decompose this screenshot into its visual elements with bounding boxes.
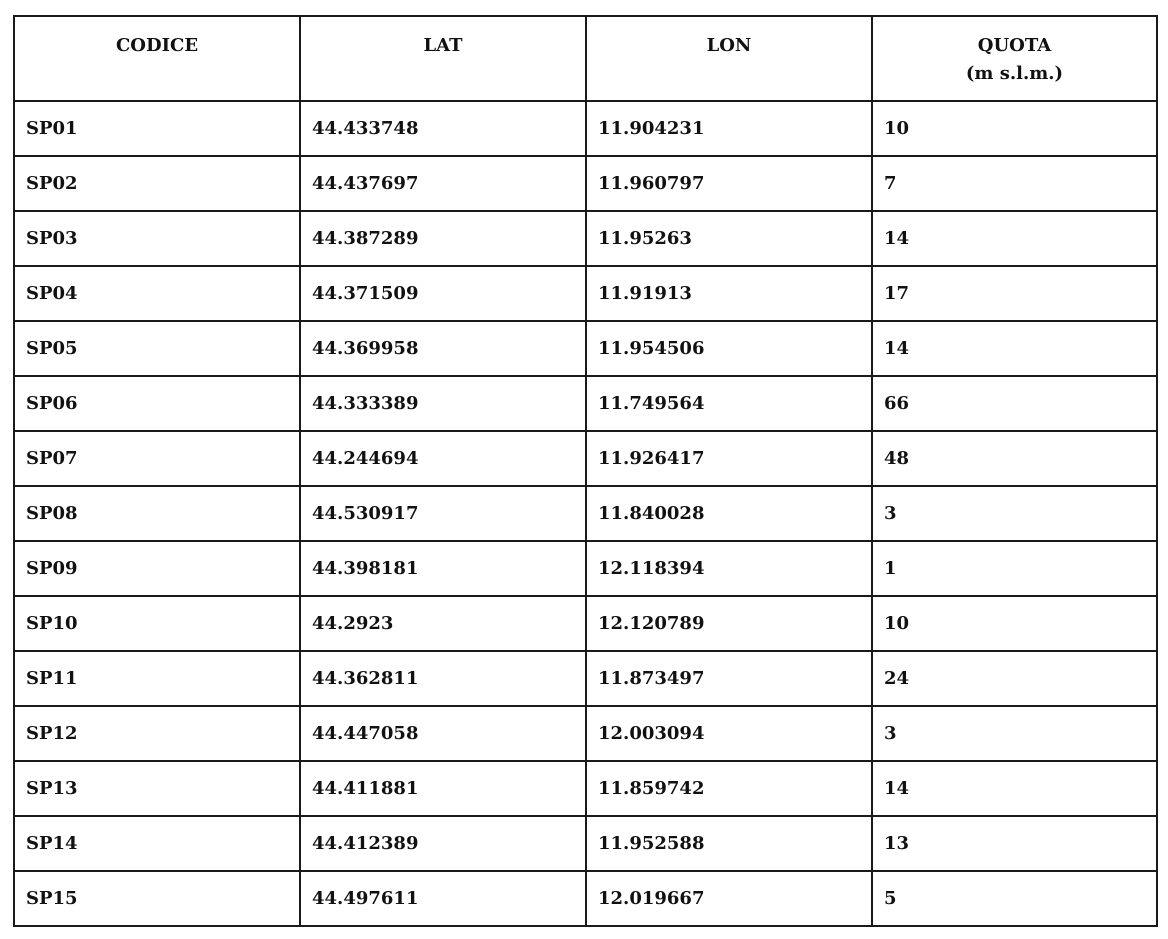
table-row: [14, 761, 1157, 816]
cell-quota: 14: [872, 321, 1157, 376]
cell-lat: 44.437697: [300, 156, 586, 211]
cell-codice: SP10: [14, 596, 300, 651]
cell-lat: 44.411881: [300, 761, 586, 816]
table-row: [14, 156, 1157, 211]
cell-quota: 10: [872, 101, 1157, 156]
cell-lon: 11.954506: [586, 321, 872, 376]
table-row: [14, 816, 1157, 871]
cell-lat: 44.387289: [300, 211, 586, 266]
cell-quota: 3: [872, 486, 1157, 541]
cell-lat: 44.433748: [300, 101, 586, 156]
cell-codice: SP08: [14, 486, 300, 541]
cell-lon: 11.91913: [586, 266, 872, 321]
cell-codice: SP06: [14, 376, 300, 431]
cell-quota: 10: [872, 596, 1157, 651]
cell-lat: 44.497611: [300, 871, 586, 926]
table-row: [14, 431, 1157, 486]
cell-lat: 44.369958: [300, 321, 586, 376]
cell-quota: 1: [872, 541, 1157, 596]
cell-lon: 11.95263: [586, 211, 872, 266]
cell-codice: SP01: [14, 101, 300, 156]
cell-quota: 66: [872, 376, 1157, 431]
table-row: [14, 486, 1157, 541]
cell-lat: 44.362811: [300, 651, 586, 706]
cell-codice: SP03: [14, 211, 300, 266]
header-lat: LAT: [300, 16, 586, 101]
cell-quota: 17: [872, 266, 1157, 321]
cell-lon: 11.904231: [586, 101, 872, 156]
cell-lon: 12.019667: [586, 871, 872, 926]
cell-quota: 14: [872, 211, 1157, 266]
cell-lat: 44.412389: [300, 816, 586, 871]
cell-lat: 44.447058: [300, 706, 586, 761]
cell-codice: SP13: [14, 761, 300, 816]
cell-quota: 24: [872, 651, 1157, 706]
table-row: [14, 101, 1157, 156]
cell-lat: 44.244694: [300, 431, 586, 486]
header-quota-unit: (m s.l.m.): [965, 63, 1064, 84]
cell-quota: 7: [872, 156, 1157, 211]
cell-lon: 11.859742: [586, 761, 872, 816]
cell-codice: SP12: [14, 706, 300, 761]
cell-lon: 11.960797: [586, 156, 872, 211]
header-row: [14, 16, 1157, 101]
cell-lon: 11.952588: [586, 816, 872, 871]
table-row: [14, 266, 1157, 321]
header-quota: [872, 16, 1157, 101]
cell-codice: SP02: [14, 156, 300, 211]
cell-codice: SP11: [14, 651, 300, 706]
cell-lat: 44.530917: [300, 486, 586, 541]
cell-lon: 12.003094: [586, 706, 872, 761]
header-quota-label: QUOTA: [977, 35, 1052, 56]
cell-quota: 3: [872, 706, 1157, 761]
cell-lon: 12.120789: [586, 596, 872, 651]
cell-lon: 11.873497: [586, 651, 872, 706]
cell-lon: 11.749564: [586, 376, 872, 431]
cell-lon: 11.840028: [586, 486, 872, 541]
table-row: [14, 706, 1157, 761]
cell-codice: SP04: [14, 266, 300, 321]
cell-codice: SP09: [14, 541, 300, 596]
table-row: [14, 871, 1157, 926]
table-row: [14, 541, 1157, 596]
points-table: [13, 15, 1158, 927]
cell-lat: 44.2923: [300, 596, 586, 651]
table-row: [14, 376, 1157, 431]
table-row: [14, 651, 1157, 706]
cell-quota: 48: [872, 431, 1157, 486]
cell-lat: 44.333389: [300, 376, 586, 431]
cell-quota: 13: [872, 816, 1157, 871]
cell-quota: 14: [872, 761, 1157, 816]
cell-codice: SP07: [14, 431, 300, 486]
header-lon: LON: [586, 16, 872, 101]
header-codice: CODICE: [14, 16, 300, 101]
table-row: [14, 596, 1157, 651]
cell-lon: 11.926417: [586, 431, 872, 486]
table-body: [14, 101, 1157, 926]
table-row: [14, 321, 1157, 376]
cell-codice: SP05: [14, 321, 300, 376]
cell-quota: 5: [872, 871, 1157, 926]
table-header: [14, 16, 1157, 101]
cell-lat: 44.398181: [300, 541, 586, 596]
cell-lat: 44.371509: [300, 266, 586, 321]
table-row: [14, 211, 1157, 266]
cell-codice: SP14: [14, 816, 300, 871]
cell-codice: SP15: [14, 871, 300, 926]
cell-lon: 12.118394: [586, 541, 872, 596]
